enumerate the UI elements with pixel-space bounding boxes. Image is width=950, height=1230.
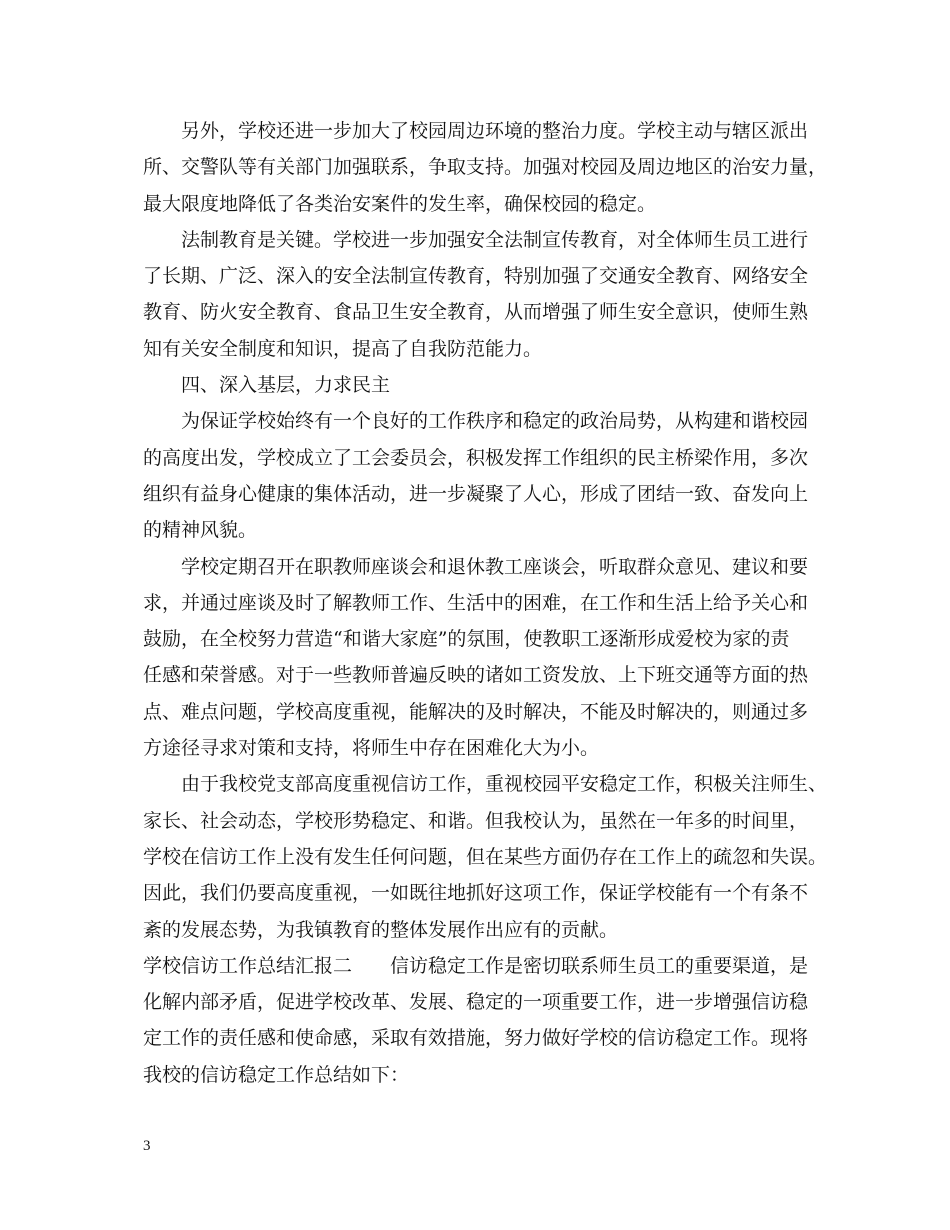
paragraph-line: 鼓励，在全校努力营造“和谐大家庭”的氛围，使教职工逐渐形成爱校为家的责 [143, 628, 790, 651]
paragraph-line: 因此，我们仍要高度重视，一如既往地抓好这项工作，保证学校能有一个有条不 [143, 882, 809, 905]
paragraph-line: 教育、防火安全教育、食品卫生安全教育，从而增强了师生安全意识，使师生熟 [143, 301, 809, 324]
paragraph-line: 了长期、广泛、深入的安全法制宣传教育，特别加强了交通安全教育、网络安全 [143, 265, 809, 288]
paragraph-line: 点、难点问题，学校高度重视，能解决的及时解决，不能及时解决的，则通过多 [143, 700, 809, 723]
paragraph-line: 最大限度地降低了各类治安案件的发生率，确保校园的稳定。 [143, 192, 657, 215]
paragraph-line: 方途径寻求对策和支持，将师生中存在困难化大为小。 [143, 737, 600, 760]
title-line [143, 948, 809, 984]
paragraph-line: 学校在信访工作上没有发生任何问题，但在某些方面仍存在工作上的疏忽和失误。 [143, 845, 828, 868]
paragraph-line: 所、交警队等有关部门加强联系，争取支持。加强对校园及周边地区的治安力量， [143, 156, 828, 179]
paragraph-line: 求，并通过座谈及时了解教师工作、生活中的困难，在工作和生活上给予关心和 [143, 591, 809, 614]
paragraph-line: 知有关安全制度和知识，提高了自我防范能力。 [143, 337, 543, 360]
paragraph-line: 由于我校党支部高度重视信访工作，重视校园平安稳定工作，积极关注师生、 [181, 773, 828, 796]
paragraph-line: 的高度出发，学校成立了工会委员会，积极发挥工作组织的民主桥梁作用，多次 [143, 446, 809, 469]
paragraph-line: 我校的信访稳定工作总结如下： [143, 1063, 410, 1086]
paragraph-line: 化解内部矛盾，促进学校改革、发展、稳定的一项重要工作，进一步增强信访稳 [143, 991, 809, 1014]
paragraph-line: 定工作的责任感和使命感，采取有效措施，努力做好学校的信访稳定工作。现将 [143, 1027, 809, 1050]
title-line-rest: 信访稳定工作是密切联系师生员工的重要渠道，是 [390, 954, 809, 977]
paragraph-line: 任感和荣誉感。对于一些教师普遍反映的诸如工资发放、上下班交通等方面的热 [143, 664, 809, 687]
page-number: 3 [143, 1138, 151, 1154]
paragraph-line: 为保证学校始终有一个良好的工作秩序和稳定的政治局势，从构建和谐校园 [181, 410, 809, 433]
report-title: 学校信访工作总结汇报二 [143, 954, 353, 977]
paragraph-line: 的精神风貌。 [143, 519, 258, 542]
paragraph-line: 学校定期召开在职教师座谈会和退休教工座谈会，听取群众意见、建议和要 [181, 555, 809, 578]
paragraph-line: 家长、社会动态，学校形势稳定、和谐。但我校认为，虽然在一年多的时间里， [143, 809, 809, 832]
paragraph-line: 组织有益身心健康的集体活动，进一步凝聚了人心，形成了团结一致、奋发向上 [143, 482, 809, 505]
paragraph-line: 法制教育是关键。学校进一步加强安全法制宣传教育，对全体师生员工进行 [181, 228, 809, 251]
paragraph-line: 紊的发展态势，为我镇教育的整体发展作出应有的贡献。 [143, 918, 619, 941]
paragraph-line: 另外，学校还进一步加大了校园周边环境的整治力度。学校主动与辖区派出 [181, 120, 809, 142]
document-body [143, 113, 828, 1093]
section-heading: 四、深入基层，力求民主 [181, 374, 391, 397]
